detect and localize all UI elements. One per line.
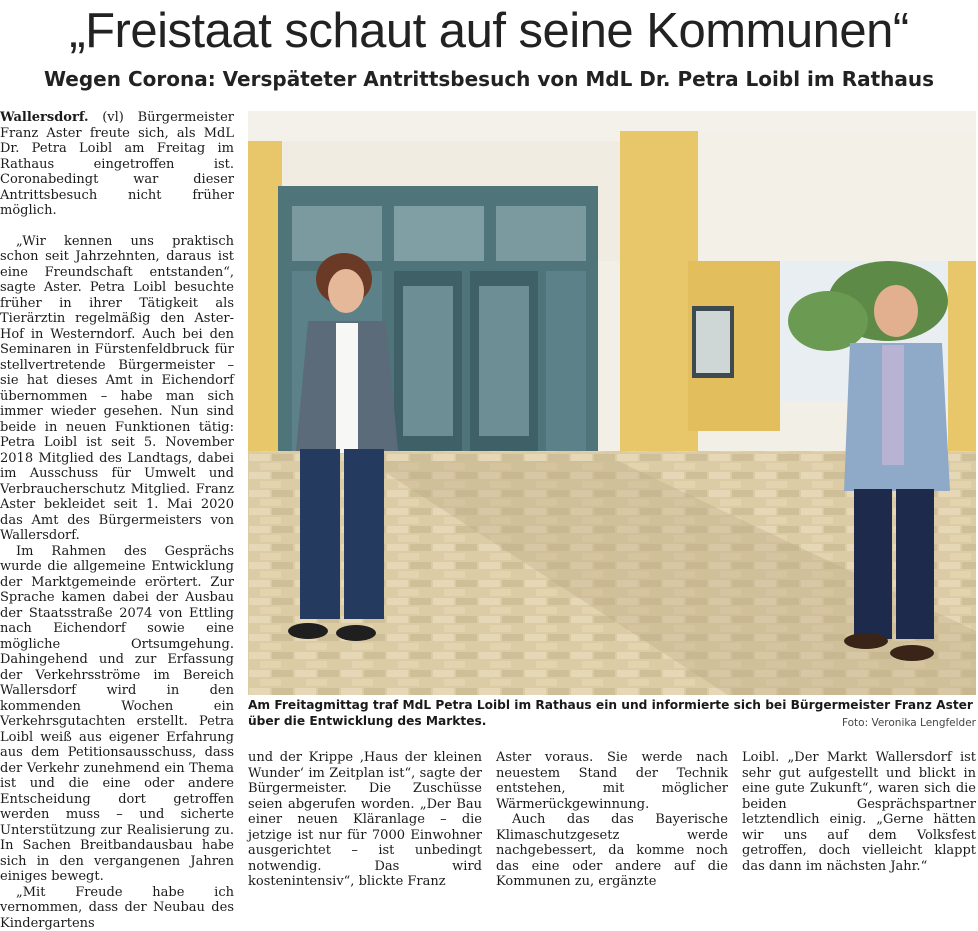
paragraph bbox=[0, 110, 234, 219]
paragraph: Aster voraus. Sie werde nach neuestem Stand der Technik entstehen, mit möglicher Wärmerückgewinnung. bbox=[496, 750, 728, 812]
photo-illustration bbox=[248, 111, 976, 695]
dateline: Wallersdorf. bbox=[0, 110, 88, 125]
paragraph: „Mit Freude habe ich vernommen, dass der Neubau des Kindergartens bbox=[0, 885, 234, 931]
paragraph: Im Rahmen des Gesprächs wurde die allgemeine Entwicklung der Marktgemeinde erörtert. Zur Sprache kamen dabei der Ausbau der Staatsstraße 2074 von Ettling nach Eichendorf sowie eine mögliche Ortsumgehung. Dahingehend und zur Erfassung der Verkehrsströme im Bereich Wallersdorf wird in den kommenden Wochen ein Verkehrsgutachten erstellt. Petra Loibl weiß aus eigener Erfahrung aus dem Petitionsausschuss, dass der Verkehr zunehmend ein Thema ist und die eine oder andere Entscheidung dort getroffen werden muss – und sicherte Unterstützung zur Realisierung zu. In Sachen Breitbandausbau habe sich in den vergangenen Jahren einiges bewegt. bbox=[0, 544, 234, 885]
caption-text: Am Freitagmittag traf MdL Petra Loibl im Rathaus ein und informierte sich bei Bürgermeister Franz Aster über die Entwicklung des Marktes. bbox=[248, 698, 973, 728]
article-column-4 bbox=[742, 750, 976, 878]
article-photo bbox=[248, 111, 976, 695]
article-column-3 bbox=[496, 750, 728, 878]
paragraph-text: (vl) Bürgermeister Franz Aster freute sich, als MdL Dr. Petra Loibl am Freitag im Rathaus eingetroffen ist. Coronabedingt war dieser Antrittsbesuch nicht früher möglich. bbox=[0, 110, 234, 218]
paragraph: und der Krippe ‚Haus der kleinen Wunder‘ im Zeitplan ist“, sagte der Bürgermeister. Die Zuschüsse seien abgerufen worden. „Der Bau einer neuen Kläranlage – die jetzige ist nur für 7000 Einwohner ausgerichtet – ist unbedingt notwendig. Das wird kostenintensiv“, blickte Franz bbox=[248, 750, 482, 890]
headline: „Freistaat schaut auf seine Kommunen“ bbox=[0, 0, 978, 62]
subheadline: Wegen Corona: Verspäteter Antrittsbesuch von MdL Dr. Petra Loibl im Rathaus bbox=[0, 62, 978, 96]
photo-credit: Foto: Veronika Lengfelder bbox=[842, 717, 976, 729]
article-column-1 bbox=[0, 110, 234, 878]
paragraph: Auch das das Bayerische Klimaschutzgesetz werde nachgebessert, da komme noch das eine oder andere auf die Kommunen zu, ergänzte bbox=[496, 812, 728, 890]
paragraph: Loibl. „Der Markt Wallersdorf ist sehr gut aufgestellt und blickt in eine gute Zukunft“, waren sich die beiden Gesprächspartner letztendlich einig. „Gerne hätten wir uns auf dem Volksfest getroffen, doch vielleicht klappt das dann im nächsten Jahr.“ bbox=[742, 750, 976, 874]
article-column-2 bbox=[248, 750, 482, 878]
paragraph: „Wir kennen uns praktisch schon seit Jahrzehnten, daraus ist eine Freundschaft entstanden“, sagte Aster. Petra Loibl besuchte früher in ihrer Tätigkeit als Tierärztin regelmäßig den Aster-Hof in Westerndorf. Auch bei den Seminaren in Fürstenfeldbruck für stellvertretende Bürgermeister – sie hat dieses Amt in Eichendorf übernommen – habe man sich immer wieder gesehen. Nun sind beide in neuen Funktionen tätig: Petra Loibl ist seit 5. November 2018 Mitglied des Landtags, dabei im Ausschuss für Umwelt und Verbraucherschutz Mitglied. Franz Aster bekleidet seit 1. Mai 2020 das Amt des Bürgermeisters von Wallersdorf. bbox=[0, 234, 234, 544]
